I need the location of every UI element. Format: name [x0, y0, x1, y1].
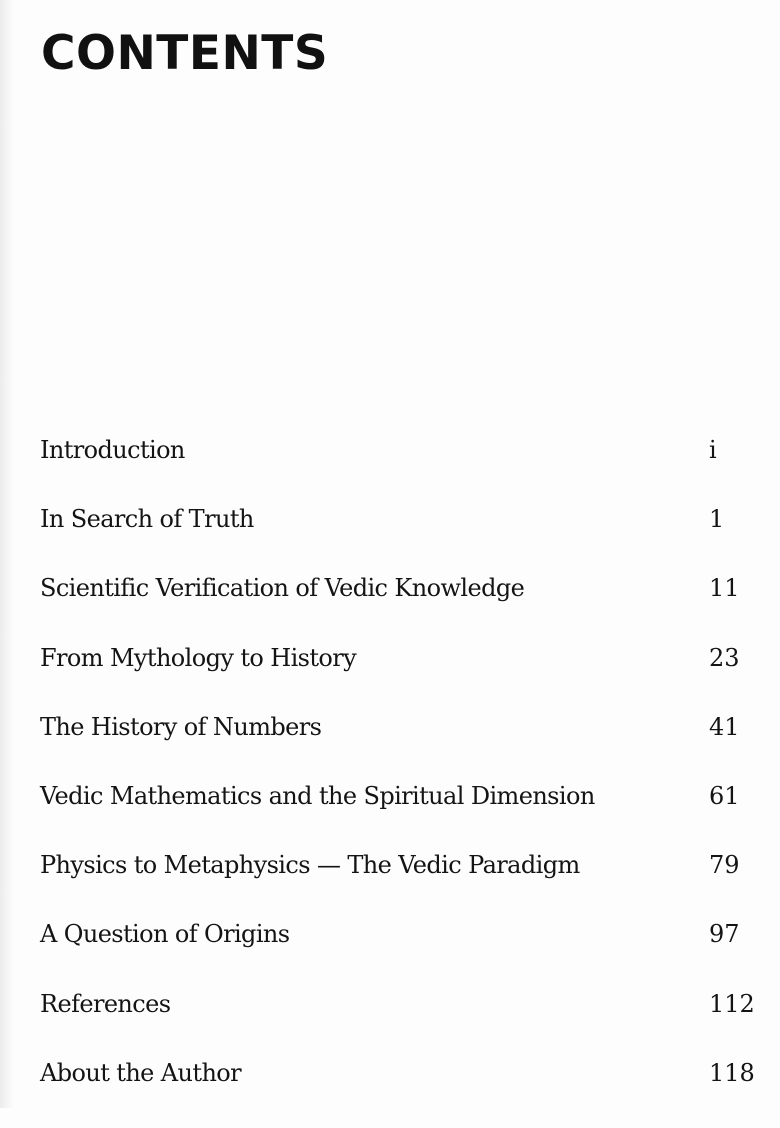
toc-entry-page-number: 61 [709, 781, 740, 810]
toc-entry [40, 920, 760, 989]
toc-entry-page-number: 112 [709, 989, 755, 1018]
toc-entry [40, 574, 760, 643]
toc-entry-page-number: 41 [709, 712, 740, 741]
toc-entry-page-number: i [709, 436, 717, 464]
toc-entry [40, 782, 760, 851]
toc-entry-title: About the Author [40, 1058, 242, 1087]
toc-entry-page-number: 1 [709, 505, 725, 534]
toc-entry-title: Scientific Verification of Vedic Knowledge [40, 574, 525, 603]
toc-entry-title: From Mythology to History [40, 643, 357, 672]
toc-entry-page-number: 97 [709, 920, 740, 949]
table-of-contents [40, 436, 760, 1128]
toc-entry-title: In Search of Truth [40, 505, 254, 534]
toc-entry-title: References [40, 989, 171, 1018]
toc-entry-page-number: 11 [709, 574, 740, 603]
toc-entry-page-number: 118 [709, 1058, 755, 1087]
toc-entry [40, 1059, 760, 1128]
toc-entry-title: Vedic Mathematics and the Spiritual Dimension [40, 781, 595, 810]
toc-entry [40, 990, 760, 1059]
toc-entry-title: Introduction [40, 436, 185, 464]
toc-entry [40, 436, 760, 505]
toc-entry [40, 713, 760, 782]
toc-entry-page-number: 79 [709, 851, 740, 880]
toc-entry-title: The History of Numbers [40, 712, 322, 741]
page-edge-shadow [0, 0, 14, 1108]
toc-entry [40, 644, 760, 713]
toc-entry-title: A Question of Origins [40, 920, 290, 949]
page-title: CONTENTS [41, 26, 329, 81]
toc-entry-title: Physics to Metaphysics — The Vedic Paradigm [40, 851, 580, 880]
toc-entry-page-number: 23 [709, 643, 740, 672]
toc-entry [40, 505, 760, 574]
toc-entry [40, 851, 760, 920]
